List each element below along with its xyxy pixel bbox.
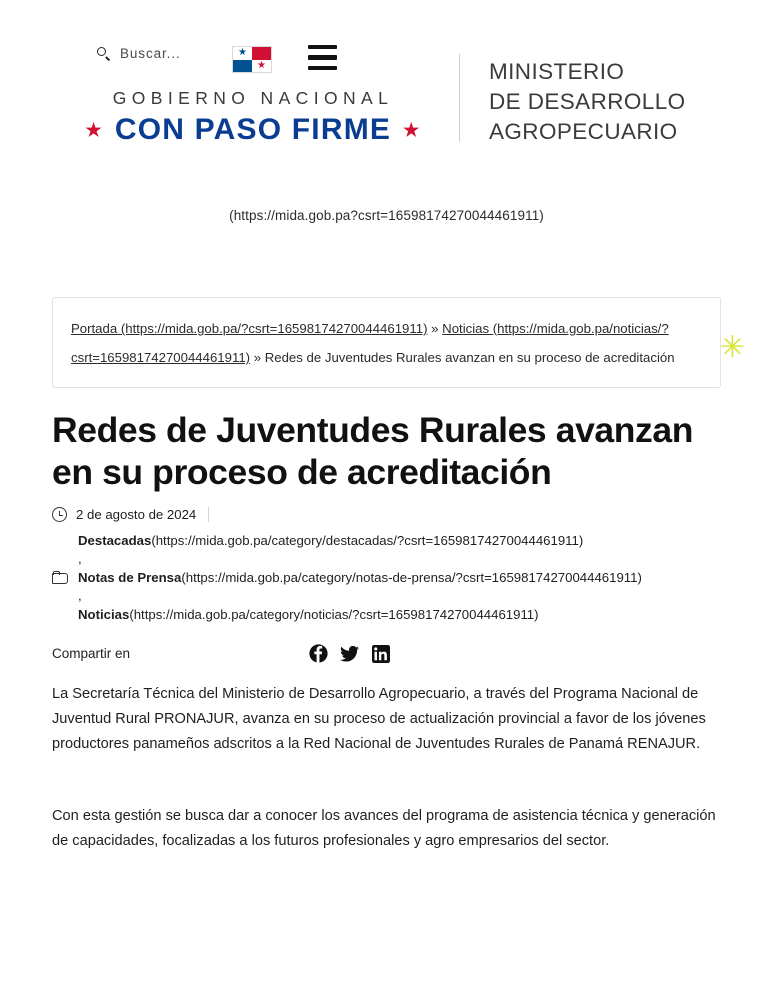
ministry-line-2: DE DESARROLLO bbox=[489, 88, 686, 114]
article-paragraph-2: Con esta gestión se busca dar a conocer los avances del programa de asistencia técnica y generación de capacidades, focalizadas a los futuros profesionales y agro empresarios del sector. bbox=[52, 807, 716, 849]
wordmark-line-2: CON PASO FIRME bbox=[114, 113, 392, 146]
site-header bbox=[0, 0, 773, 174]
facebook-icon[interactable] bbox=[309, 644, 328, 663]
breadcrumb bbox=[52, 297, 721, 388]
ministry-name bbox=[489, 57, 686, 147]
search-placeholder: Buscar... bbox=[120, 46, 181, 61]
twitter-icon[interactable] bbox=[340, 644, 359, 663]
share-label: Compartir en bbox=[52, 646, 131, 661]
panama-flag-icon bbox=[232, 46, 272, 73]
category-item[interactable] bbox=[78, 567, 642, 588]
breadcrumb-link-portada[interactable] bbox=[71, 321, 427, 336]
clock-icon bbox=[52, 507, 67, 522]
breadcrumb-portada-url: (https://mida.gob.pa/?csrt=16598174270044461911) bbox=[120, 321, 428, 336]
category-list bbox=[78, 529, 642, 626]
category-name: Noticias bbox=[78, 606, 130, 622]
search-icon bbox=[96, 46, 111, 61]
ministry-line-3: AGROPECUARIO bbox=[489, 118, 678, 144]
category-url: (https://mida.gob.pa/category/noticias/?csrt=16598174270044461911) bbox=[129, 606, 539, 622]
hamburger-menu-icon[interactable] bbox=[308, 45, 337, 70]
wordmark-line-2-row bbox=[58, 113, 448, 147]
breadcrumb-current: Redes de Juventudes Rurales avanzan en su proceso de acreditación bbox=[264, 350, 675, 366]
search-input[interactable] bbox=[96, 46, 181, 61]
share-row bbox=[52, 644, 721, 663]
asterisk-decoration-icon: ✳ bbox=[719, 331, 745, 364]
star-right-icon: ★ bbox=[403, 120, 421, 140]
category-item[interactable] bbox=[78, 530, 642, 551]
category-url: (https://mida.gob.pa/category/notas-de-prensa/?csrt=16598174270044461911) bbox=[181, 569, 642, 585]
header-home-link[interactable]: (https://mida.gob.pa?csrt=16598174270044461911) bbox=[229, 208, 544, 223]
folder-icon bbox=[52, 571, 69, 585]
category-name: Destacadas bbox=[78, 532, 152, 548]
article bbox=[52, 410, 721, 854]
category-url: (https://mida.gob.pa/category/destacadas/?csrt=16598174270044461911) bbox=[151, 532, 584, 548]
article-date-meta bbox=[52, 507, 721, 522]
breadcrumb-wrapper bbox=[52, 297, 745, 388]
government-wordmark bbox=[58, 88, 448, 147]
breadcrumb-separator-1: » bbox=[431, 321, 439, 336]
breadcrumb-separator-2: » bbox=[253, 350, 262, 366]
category-comma: , bbox=[78, 588, 82, 604]
header-divider bbox=[459, 54, 460, 142]
article-categories-meta bbox=[52, 529, 721, 626]
breadcrumb-noticias-url: (https://mida.gob.pa/noticias/?csrt=16598174270044461911) bbox=[71, 321, 669, 366]
ministry-line-1: MINISTERIO bbox=[489, 59, 625, 84]
share-icons bbox=[309, 644, 390, 663]
star-left-icon: ★ bbox=[85, 120, 103, 140]
wordmark-line-1: GOBIERNO NACIONAL bbox=[112, 88, 394, 108]
category-comma: , bbox=[78, 551, 82, 567]
article-paragraph-1: La Secretaría Técnica del Ministerio de Desarrollo Agropecuario, a través del Programa Nacional de Juventud Rural PRONAJUR, avanza en su proceso de actualización provincial a favor de los jóvenes productores panameños adscritos a la Red Nacional de Juventudes Rurales de Panamá RENAJUR. bbox=[52, 686, 706, 753]
linkedin-icon[interactable] bbox=[371, 644, 390, 663]
category-name: Notas de Prensa bbox=[78, 569, 182, 585]
page-title: Redes de Juventudes Rurales avanzan en su proceso de acreditación bbox=[52, 410, 694, 492]
category-item[interactable] bbox=[78, 604, 642, 625]
breadcrumb-noticias-label: Noticias bbox=[442, 321, 490, 336]
article-date: 2 de agosto de 2024 bbox=[76, 507, 209, 522]
breadcrumb-portada-label: Portada bbox=[71, 321, 118, 336]
article-body bbox=[52, 682, 721, 854]
